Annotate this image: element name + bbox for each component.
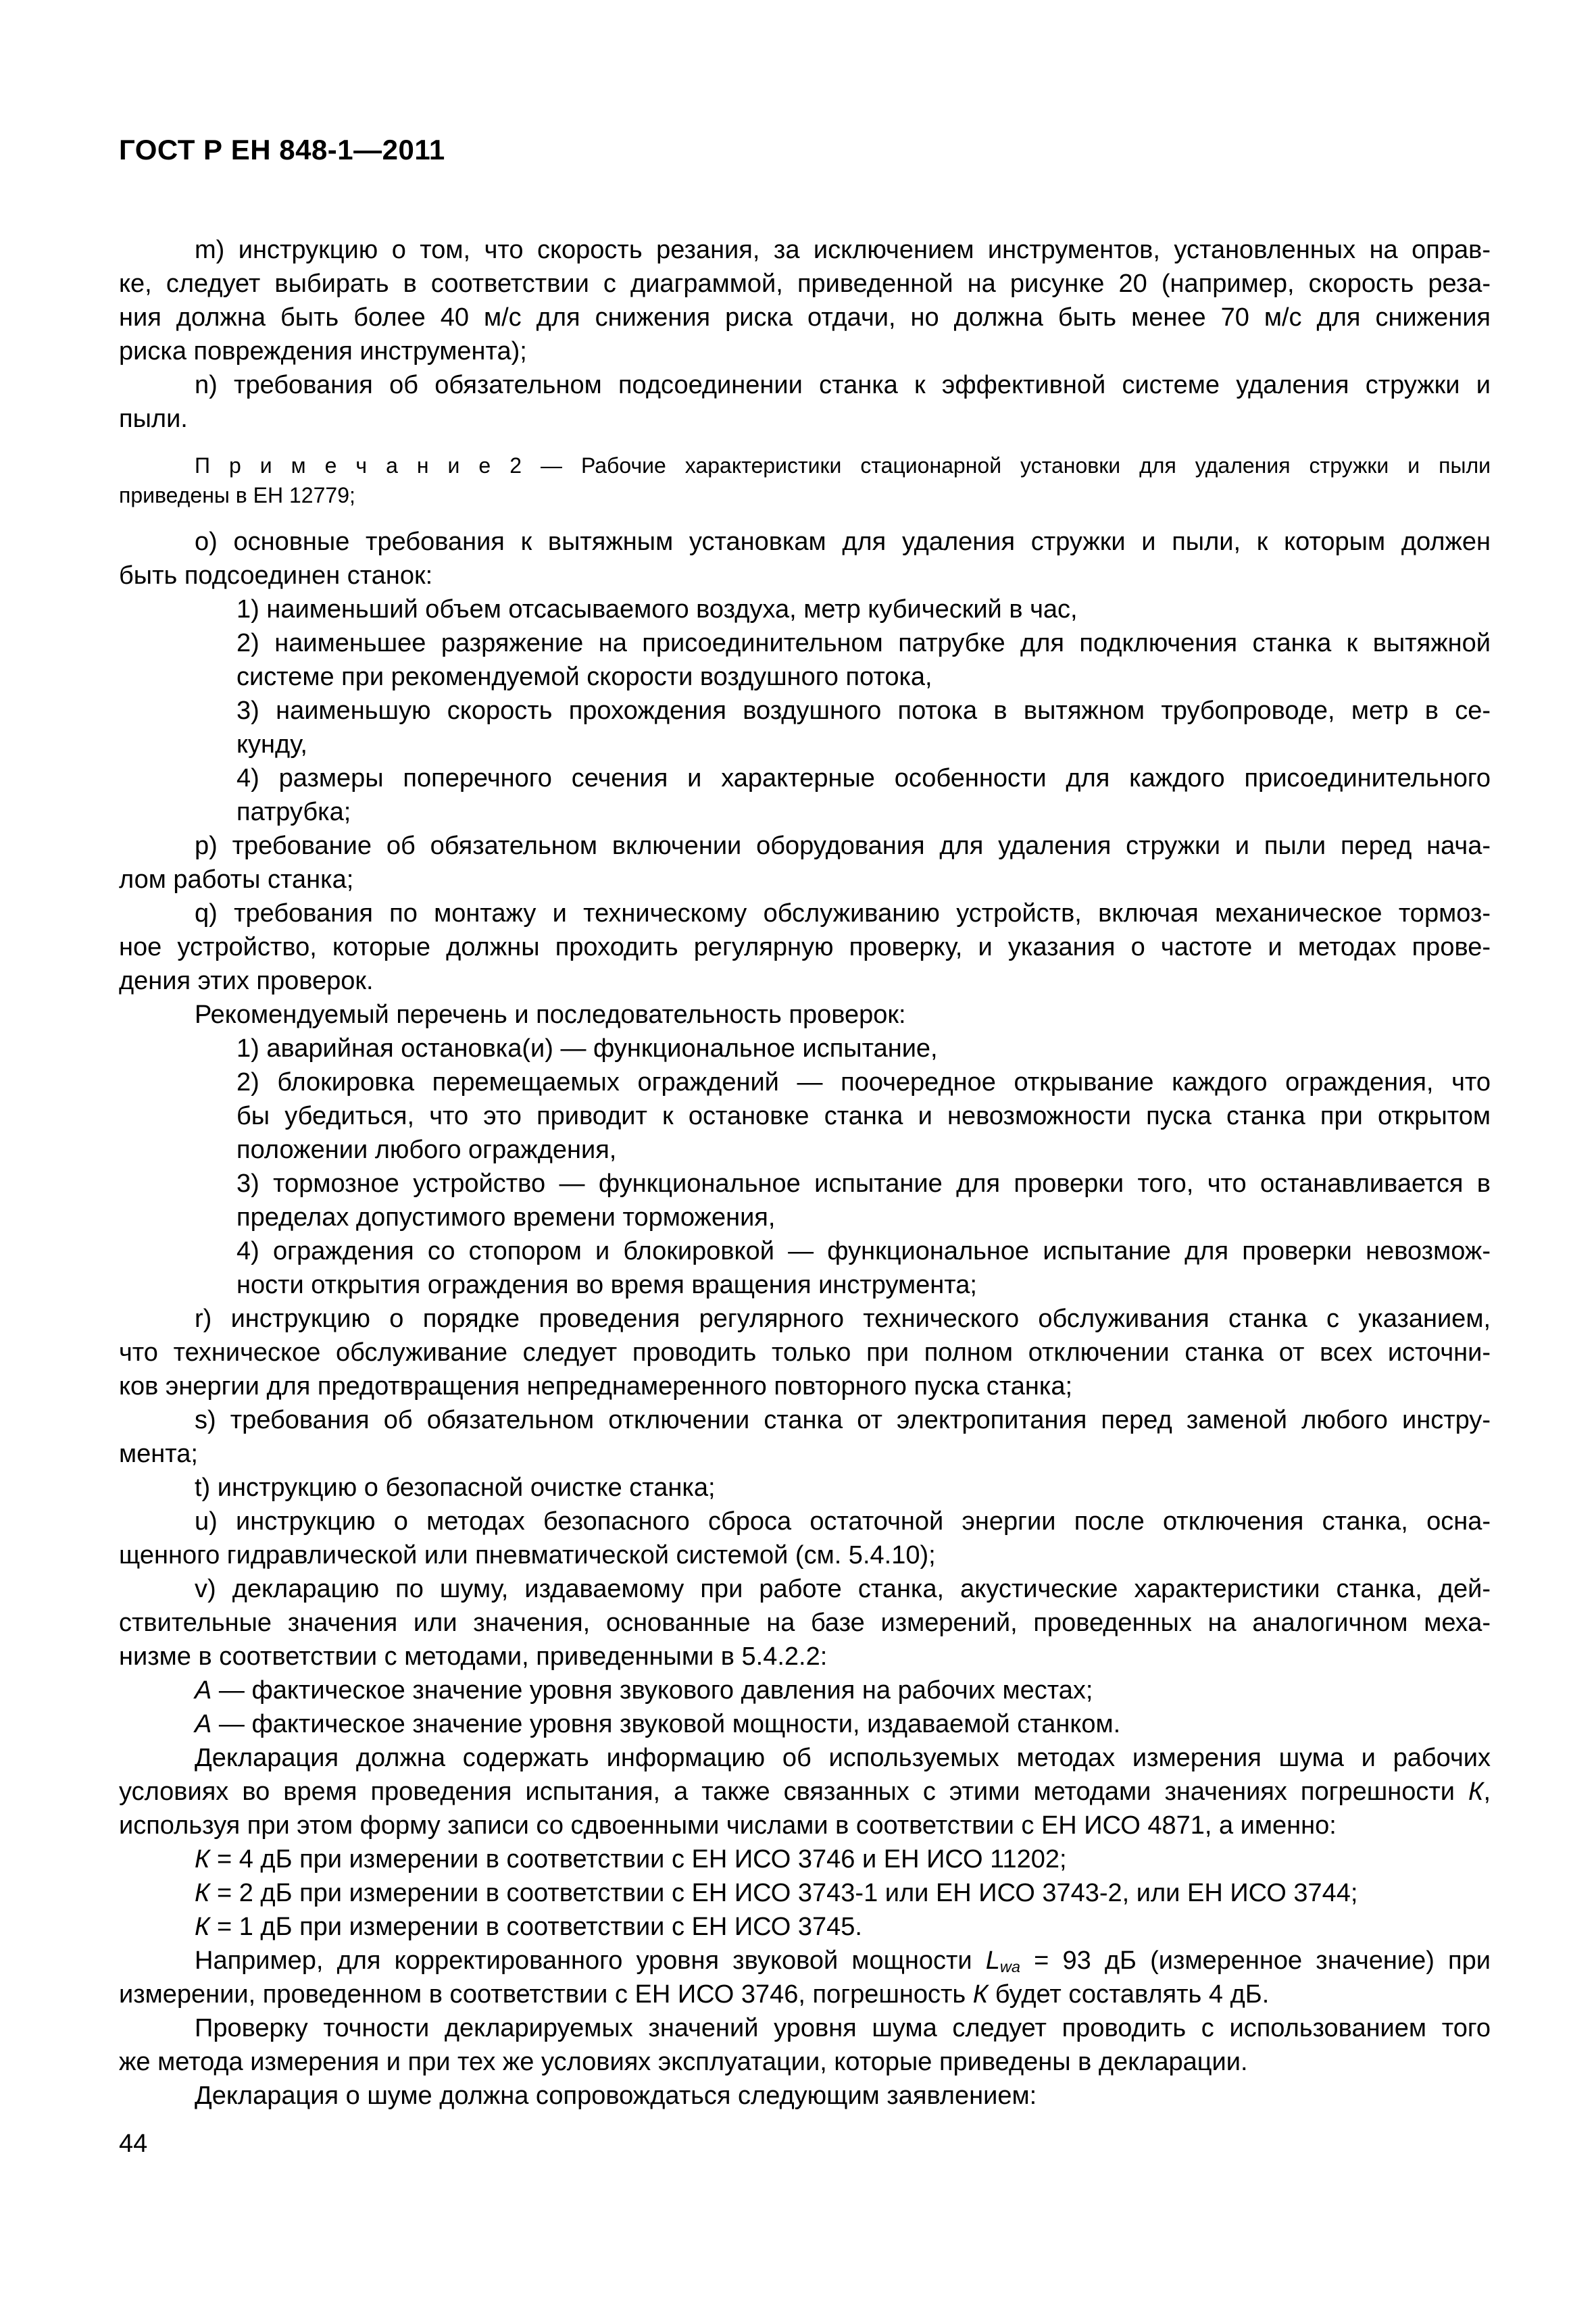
paragraph (119, 1572, 1491, 1674)
paragraph (119, 2079, 1491, 2113)
paragraph (119, 1505, 1491, 1572)
text-line: А — фактическое значение уровня звукового давления на рабочих местах; (195, 1676, 1093, 1705)
text-line: патрубка; (236, 798, 351, 826)
list-item (119, 626, 1491, 694)
text-line: r) инструкцию о порядке проведения регулярного технического обслуживания станка с указанием, (195, 1305, 1491, 1333)
text-line: низме в соответствии с методами, приведенными в 5.4.2.2: (119, 1642, 828, 1671)
text-line: условиях во время проведения испытания, а также связанных с этими методами значениях погрешности К, (119, 1778, 1491, 1806)
text-line: К = 4 дБ при измерении в соответствии с ЕН ИСО 3746 и ЕН ИСО 11202; (195, 1845, 1067, 1873)
paragraph (119, 1944, 1491, 2011)
list-item (119, 1234, 1491, 1302)
paragraph (119, 1910, 1491, 1944)
paragraph (119, 1876, 1491, 1910)
text-line: u) инструкцию о методах безопасного сброса остаточной энергии после отключения станка, осна- (195, 1507, 1491, 1536)
text-line: Например, для корректированного уровня звуковой мощности $L_{wa} = 93$ дБ (измеренное значение) при (195, 1946, 1491, 1976)
text-line: 3) тормозное устройство — функциональное испытание для проверки того, что останавливается в (236, 1169, 1491, 1198)
footnote (119, 451, 1491, 510)
text-line: пыли. (119, 405, 188, 433)
text-line: К = 2 дБ при измерении в соответствии с ЕН ИСО 3743-1 или ЕН ИСО 3743-2, или ЕН ИСО 3744; (195, 1879, 1358, 1907)
text-line: m) инструкцию о том, что скорость резания, за исключением инструментов, установленных на оправ- (195, 236, 1491, 264)
text-line: 2) блокировка перемещаемых ограждений — поочередное открывание каждого ограждения, что (236, 1068, 1491, 1097)
text-line: положении любого ограждения, (236, 1136, 617, 1164)
text-line: Декларация о шуме должна сопровождаться следующим заявлением: (195, 2082, 1037, 2110)
text-line: системе при рекомендуемой скорости воздушного потока, (236, 663, 932, 691)
paragraph (119, 1741, 1491, 1842)
text-line: 1) аварийная остановка(и) — функциональное испытание, (236, 1034, 938, 1063)
text-line: что техническое обслуживание следует проводить только при полном отключении станка от всех источни- (119, 1338, 1491, 1367)
text-line: Декларация должна содержать информацию об используемых методах измерения шума и рабочих (195, 1744, 1491, 1772)
paragraph (119, 1403, 1491, 1471)
document-code: ГОСТ Р ЕН 848-1—2011 (119, 134, 445, 166)
text-line: o) основные требования к вытяжным установкам для удаления стружки и пыли, к которым должен (195, 528, 1491, 556)
text-line: щенного гидравлической или пневматической системой (см. 5.4.10); (119, 1541, 936, 1569)
list-item (119, 1032, 1491, 1065)
paragraph (119, 998, 1491, 1032)
text-line: пределах допустимого времени торможения, (236, 1203, 776, 1232)
text-line: t) инструкцию о безопасной очистке станка; (195, 1474, 716, 1502)
text-line: измерении, проведенном в соответствии с ЕН ИСО 3746, погрешность К будет составлять 4 дБ. (119, 1980, 1270, 2009)
text-line: v) декларацию по шуму, издаваемому при работе станка, акустические характеристики станка, дей- (195, 1575, 1491, 1603)
paragraph (119, 233, 1491, 368)
text-line: К = 1 дБ при измерении в соответствии с ЕН ИСО 3745. (195, 1913, 862, 1941)
text-line: n) требования об обязательном подсоединении станка к эффективной системе удаления стружки и (195, 371, 1491, 399)
paragraph (119, 1842, 1491, 1876)
text-line: же метода измерения и при тех же условиях эксплуатации, которые приведены в декларации. (119, 2048, 1248, 2076)
text-line: лом работы станка; (119, 865, 354, 894)
text-line: мента; (119, 1440, 198, 1468)
text-line: используя при этом форму записи со сдвоенными числами в соответствии с ЕН ИСО 4871, а именно: (119, 1811, 1337, 1840)
paragraph (119, 829, 1491, 897)
text-line: П р и м е ч а н и е 2 — Рабочие характеристики стационарной установки для удаления стружки и пыли (195, 453, 1491, 478)
text-line: ков энергии для предотвращения непреднамеренного повторного пуска станка; (119, 1372, 1073, 1401)
list-item (119, 1065, 1491, 1167)
paragraph (119, 1302, 1491, 1403)
text-line: 3) наименьшую скорость прохождения воздушного потока в вытяжном трубопроводе, метр в се- (236, 697, 1491, 725)
text-line: А — фактическое значение уровня звуковой мощности, издаваемой станком. (195, 1710, 1121, 1738)
text-line: ствительные значения или значения, основанные на базе измерений, проведенных на аналогичном меха- (119, 1609, 1491, 1637)
text-line: быть подсоединен станок: (119, 561, 433, 590)
paragraph (119, 368, 1491, 436)
document-body (119, 233, 1491, 2113)
text-line: риска повреждения инструмента); (119, 337, 527, 366)
paragraph (119, 897, 1491, 998)
text-line: 4) размеры поперечного сечения и характерные особенности для каждого присоединительного (236, 764, 1491, 793)
text-line: Рекомендуемый перечень и последовательность проверок: (195, 1001, 906, 1029)
text-line: ное устройство, которые должны проходить регулярную проверку, и указания о частоте и методах прове- (119, 933, 1491, 961)
paragraph (119, 525, 1491, 593)
text-line: кунду, (236, 730, 307, 759)
text-line: ния должна быть более 40 м/с для снижения риска отдачи, но должна быть менее 70 м/с для снижения (119, 303, 1491, 332)
list-item (119, 694, 1491, 761)
text-line: 1) наименьший объем отсасываемого воздуха, метр кубический в час, (236, 595, 1078, 624)
text-line: приведены в ЕН 12779; (119, 483, 355, 507)
paragraph (119, 1707, 1491, 1741)
paragraph (119, 1674, 1491, 1707)
page-number: 44 (119, 2130, 148, 2158)
paragraph (119, 1471, 1491, 1505)
text-line: ке, следует выбирать в соответствии с диаграммой, приведенной на рисунке 20 (например, скорость реза- (119, 270, 1491, 298)
text-line: ности открытия ограждения во время вращения инструмента; (236, 1271, 977, 1299)
list-item (119, 593, 1491, 626)
text-line: q) требования по монтажу и техническому обслуживанию устройств, включая механическое тормоз- (195, 899, 1491, 928)
text-line: бы убедиться, что это приводит к остановке станка и невозможности пуска станка при открытом (236, 1102, 1491, 1130)
text-line: p) требование об обязательном включении оборудования для удаления стружки и пыли перед нача- (195, 832, 1491, 860)
text-line: s) требования об обязательном отключении станка от электропитания перед заменой любого инстру- (195, 1406, 1491, 1434)
text-line: дения этих проверок. (119, 967, 374, 995)
list-item (119, 761, 1491, 829)
text-line: 4) ограждения со стопором и блокировкой — функциональное испытание для проверки невозмож- (236, 1237, 1491, 1265)
text-line: 2) наименьшее разряжение на присоединительном патрубке для подключения станка к вытяжной (236, 629, 1491, 657)
list-item (119, 1167, 1491, 1234)
paragraph (119, 2011, 1491, 2079)
text-line: Проверку точности декларируемых значений уровня шума следует проводить с использованием того (195, 2014, 1491, 2042)
